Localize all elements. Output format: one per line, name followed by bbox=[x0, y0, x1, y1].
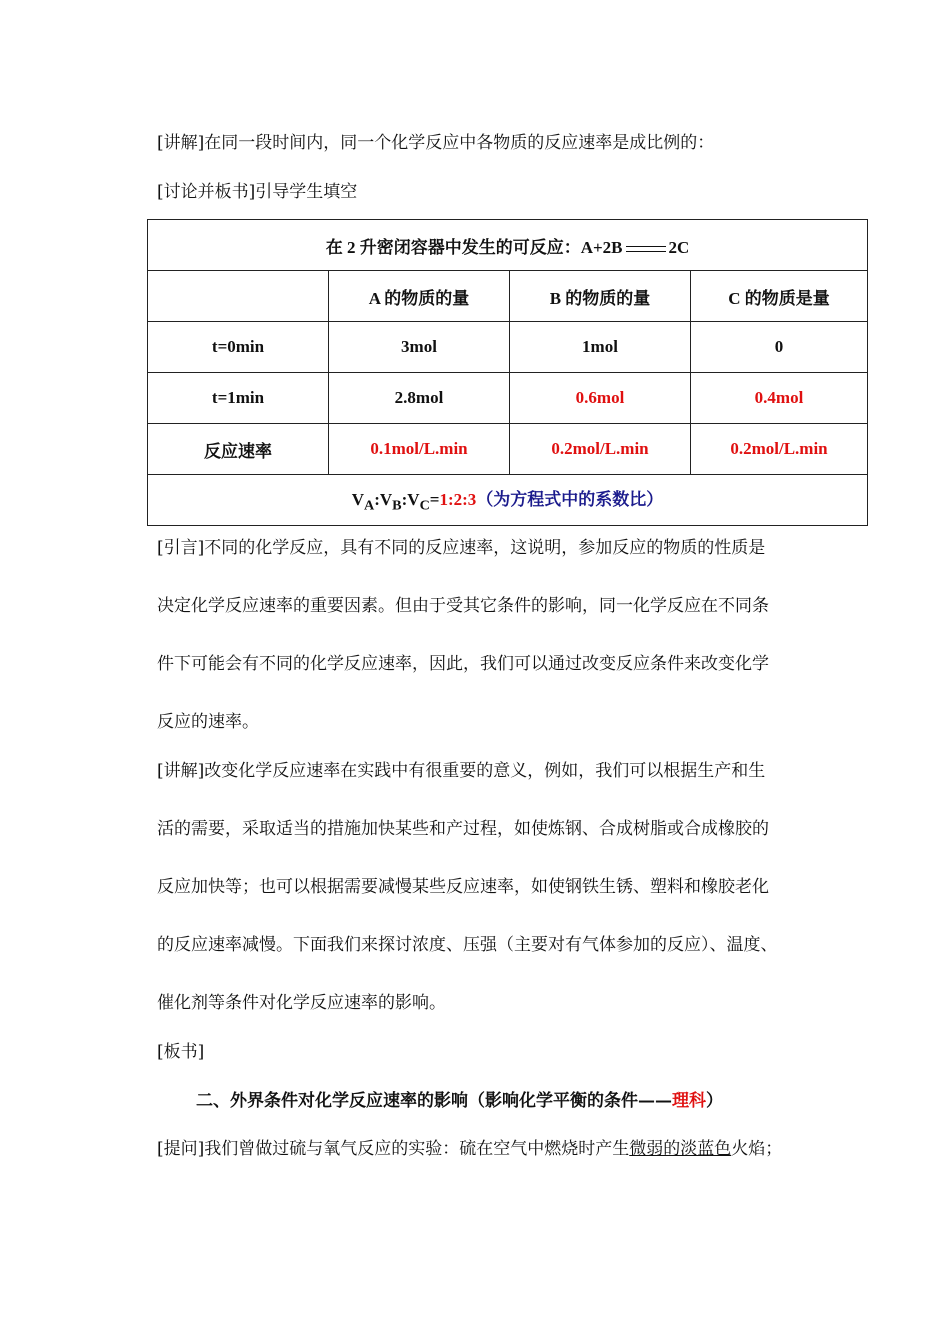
rate-ratio bbox=[148, 475, 868, 526]
cell-a: 2.8mol bbox=[329, 373, 510, 424]
colon: : bbox=[401, 490, 408, 510]
p1-line-3: 件下可能会有不同的化学反应速率，因此，我们可以通过改变反应条件来改变化学 bbox=[157, 654, 769, 674]
colon: : bbox=[374, 490, 380, 510]
p2-line-3: 反应加快等；也可以根据需要减慢某些反应速率，如使钢铁生锈、塑料和橡胶老化 bbox=[157, 877, 769, 897]
table-header-row bbox=[148, 271, 868, 322]
question-line bbox=[157, 1134, 782, 1159]
p2-line-1: [讲解]改变化学反应速率在实践中有很重要的意义，例如，我们可以根据生产和生 bbox=[157, 761, 766, 781]
question-text: [提问]我们曾做过硫与氧气反应的实验：硫在空气中燃烧时产生 bbox=[157, 1139, 630, 1159]
section-heading-text: 二、外界条件对化学反应速率的影响（影响化学平衡的条件—— bbox=[196, 1091, 672, 1111]
p2-line-5: 催化剂等条件对化学反应速率的影响。 bbox=[157, 993, 446, 1013]
ratio-value: 1:2:3 bbox=[439, 490, 477, 510]
cell-b: 1mol bbox=[510, 322, 691, 373]
table-row bbox=[148, 322, 868, 373]
p1-line-1: [引言]不同的化学反应，具有不同的反应速率，这说明，参加反应的物质的性质是 bbox=[157, 538, 766, 558]
equals: = bbox=[429, 490, 440, 510]
question-underlined: 微弱的淡蓝色 bbox=[629, 1139, 732, 1159]
table-footer-row bbox=[148, 475, 868, 526]
row-label: t=0min bbox=[148, 322, 329, 373]
section-heading-highlight: 理科 bbox=[672, 1091, 706, 1111]
table-title-text: 在 2 升密闭容器中发生的可反应：A+2B bbox=[325, 237, 623, 257]
table-row bbox=[148, 424, 868, 475]
cell-c: 0.4mol bbox=[691, 373, 868, 424]
ratio-note: （为方程式中的系数比） bbox=[476, 490, 664, 511]
table-header-c: C 的物质是量 bbox=[691, 271, 868, 322]
v-symbol: V bbox=[351, 490, 364, 510]
question-suffix: 火焰； bbox=[731, 1139, 783, 1159]
v-symbol: V bbox=[407, 490, 420, 510]
p2-line-2: 活的需要，采取适当的措施加快某些和产过程，如使炼钢、合成树脂或合成橡胶的 bbox=[157, 819, 769, 839]
cell-b: 0.6mol bbox=[510, 373, 691, 424]
sub-b: B bbox=[392, 497, 402, 514]
p1-line-4: 反应的速率。 bbox=[157, 712, 259, 732]
equilibrium-sign-icon bbox=[626, 246, 666, 252]
intro-line-2: [讨论并板书]引导学生填空 bbox=[157, 182, 358, 202]
table-title bbox=[148, 220, 868, 271]
section-heading-end: ） bbox=[706, 1091, 723, 1111]
cell-b: 0.2mol/L.min bbox=[510, 424, 691, 475]
table-title-row bbox=[148, 220, 868, 271]
reaction-table bbox=[147, 219, 868, 526]
board-label: [板书] bbox=[157, 1042, 205, 1062]
row-label: 反应速率 bbox=[148, 424, 329, 475]
p1-line-2: 决定化学反应速率的重要因素。但由于受其它条件的影响，同一化学反应在不同条 bbox=[157, 596, 769, 616]
table-row bbox=[148, 373, 868, 424]
table-header-a: A 的物质的量 bbox=[329, 271, 510, 322]
table-title-product: 2C bbox=[668, 237, 690, 257]
sub-a: A bbox=[363, 497, 375, 514]
cell-a: 0.1mol/L.min bbox=[329, 424, 510, 475]
table-header-blank bbox=[148, 271, 329, 322]
row-label: t=1min bbox=[148, 373, 329, 424]
intro-line-1: [讲解]在同一段时间内，同一个化学反应中各物质的反应速率是成比例的： bbox=[157, 133, 715, 153]
cell-a: 3mol bbox=[329, 322, 510, 373]
table-header-b: B 的物质的量 bbox=[510, 271, 691, 322]
section-heading bbox=[196, 1086, 723, 1111]
p2-line-4: 的反应速率减慢。下面我们来探讨浓度、压强（主要对有气体参加的反应）、温度、 bbox=[157, 935, 778, 955]
cell-c: 0 bbox=[691, 322, 868, 373]
cell-c: 0.2mol/L.min bbox=[691, 424, 868, 475]
v-symbol: V bbox=[379, 490, 393, 510]
sub-c: C bbox=[419, 497, 430, 514]
